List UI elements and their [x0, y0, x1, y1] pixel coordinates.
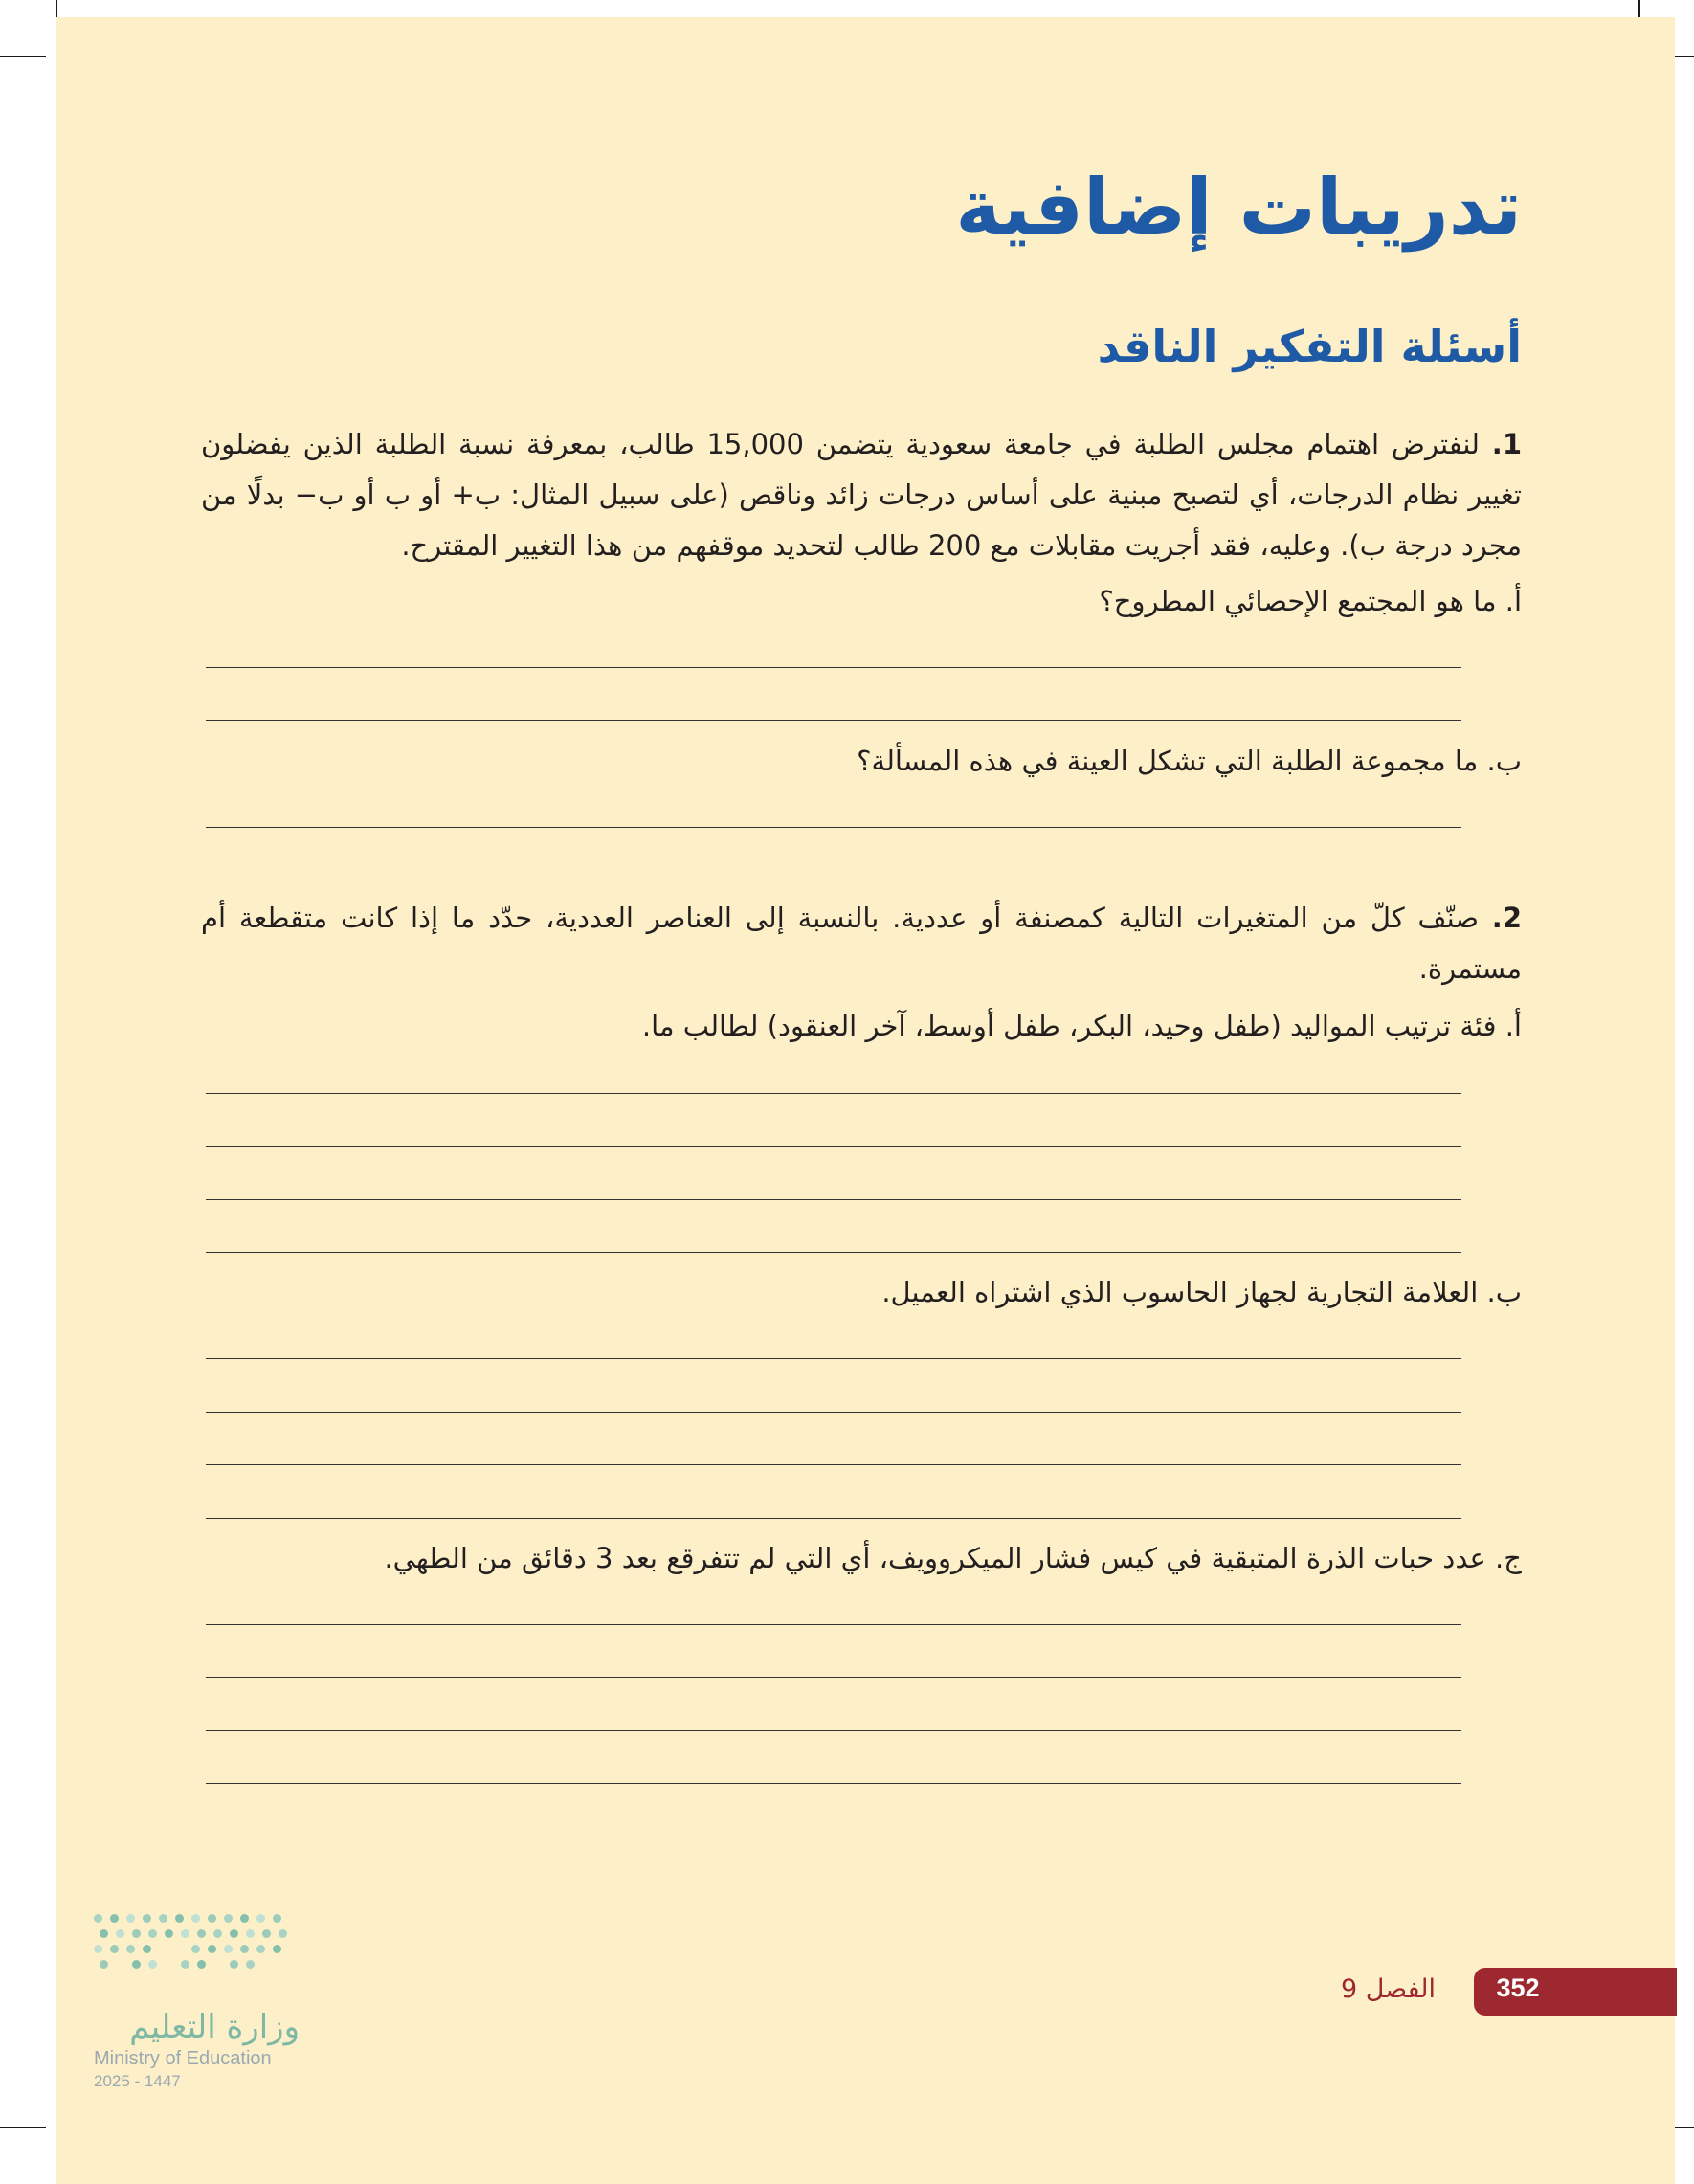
logo-dot — [273, 1945, 281, 1953]
logo-english-text: Ministry of Education — [94, 2048, 272, 2069]
ministry-logo — [94, 1914, 314, 2046]
answer-line[interactable] — [206, 1093, 1461, 1094]
logo-dot — [191, 1945, 200, 1953]
crop-mark — [0, 56, 46, 57]
logo-dot — [126, 1945, 135, 1953]
logo-dot — [197, 1960, 206, 1969]
logo-year-text: 2025 - 1447 — [94, 2072, 181, 2090]
logo-dot — [148, 1960, 157, 1969]
question-1-part-a: أ. ما هو المجتمع الإحصائي المطروح؟ — [1099, 585, 1522, 617]
answer-line[interactable] — [206, 1199, 1461, 1200]
answer-line[interactable] — [206, 1730, 1461, 1731]
answer-line[interactable] — [206, 1146, 1461, 1147]
answer-line[interactable] — [206, 1464, 1461, 1465]
logo-dot — [279, 1929, 287, 1938]
question-2-part-c: ج. عدد حبات الذرة المتبقية في كيس فشار الميكروويف، أي التي لم تتفرقع بعد 3 دقائق من الطهي. — [384, 1542, 1522, 1574]
section-subtitle: أسئلة التفكير الناقد — [1097, 321, 1522, 372]
logo-dot — [230, 1929, 238, 1938]
logo-dot — [165, 1929, 173, 1938]
question-2-part-a: أ. فئة ترتيب المواليد (طفل وحيد، البكر، طفل أوسط، آخر العنقود) لطالب ما. — [641, 1010, 1522, 1042]
logo-dot — [230, 1960, 238, 1969]
chapter-label: الفصل 9 — [1340, 1974, 1436, 2004]
logo-dot — [224, 1914, 233, 1923]
logo-dot — [191, 1914, 200, 1923]
logo-dot — [246, 1929, 255, 1938]
logo-dots-icon — [94, 1914, 304, 1983]
question-2 — [201, 893, 1522, 994]
answer-line[interactable] — [206, 1783, 1461, 1784]
logo-dot — [132, 1960, 141, 1969]
logo-dot — [181, 1929, 189, 1938]
logo-dot — [273, 1914, 281, 1923]
logo-dot — [256, 1914, 265, 1923]
logo-dot — [208, 1914, 216, 1923]
logo-dot — [240, 1914, 249, 1923]
logo-dot — [197, 1929, 206, 1938]
question-number: 2. — [1491, 902, 1523, 934]
logo-dot — [175, 1914, 184, 1923]
crop-mark — [0, 2127, 46, 2128]
answer-line[interactable] — [206, 1518, 1461, 1519]
answer-line[interactable] — [206, 1677, 1461, 1678]
logo-dot — [100, 1929, 108, 1938]
logo-dot — [262, 1929, 271, 1938]
logo-dot — [208, 1945, 216, 1953]
question-2-part-b: ب. العلامة التجارية لجهاز الحاسوب الذي اشتراه العميل. — [881, 1276, 1522, 1308]
logo-dot — [116, 1929, 124, 1938]
answer-line[interactable] — [206, 1358, 1461, 1359]
logo-dot — [159, 1914, 167, 1923]
question-number: 1. — [1491, 428, 1523, 460]
question-text: لنفترض اهتمام مجلس الطلبة في جامعة سعودية يتضمن 15,000 طالب، بمعرفة نسبة الطلبة الذين يفضلون تغيير نظام الدرجات، أي لتصبح مبنية على أساس درجات زائد وناقص (على سبيل المثال: ب+ أو ب أو ب− بدلًا من مجرد درجة ب). وعليه، فقد أجريت مقابلات مع 200 طالب لتحديد موقفهم من هذا التغيير المقترح. — [201, 428, 1522, 562]
answer-line[interactable] — [206, 720, 1461, 721]
question-1 — [201, 419, 1522, 571]
answer-line[interactable] — [206, 1624, 1461, 1625]
question-1-part-b: ب. ما مجموعة الطلبة التي تشكل العينة في هذه المسألة؟ — [857, 745, 1522, 777]
logo-dot — [94, 1945, 102, 1953]
logo-dot — [143, 1914, 151, 1923]
logo-dot — [100, 1960, 108, 1969]
logo-dot — [213, 1929, 222, 1938]
answer-line[interactable] — [206, 827, 1461, 828]
question-text: صنّف كلّ من المتغيرات التالية كمصنفة أو عددية. بالنسبة إلى العناصر العددية، حدّد ما إذا كانت متقطعة أم مستمرة. — [201, 902, 1522, 985]
answer-line[interactable] — [206, 1252, 1461, 1253]
logo-arabic-text: وزارة التعليم — [129, 2008, 300, 2046]
logo-dot — [94, 1914, 102, 1923]
logo-dot — [224, 1945, 233, 1953]
answer-line[interactable] — [206, 667, 1461, 668]
logo-dot — [143, 1945, 151, 1953]
logo-dot — [110, 1945, 119, 1953]
logo-dot — [148, 1929, 157, 1938]
logo-dot — [181, 1960, 189, 1969]
logo-dot — [110, 1914, 119, 1923]
page-number: 352 — [1496, 1973, 1540, 2002]
page-title: تدريبات إضافية — [955, 163, 1522, 252]
answer-line[interactable] — [206, 1412, 1461, 1413]
logo-dot — [256, 1945, 265, 1953]
logo-dot — [126, 1914, 135, 1923]
logo-dot — [246, 1960, 255, 1969]
logo-dot — [132, 1929, 141, 1938]
logo-dot — [240, 1945, 249, 1953]
